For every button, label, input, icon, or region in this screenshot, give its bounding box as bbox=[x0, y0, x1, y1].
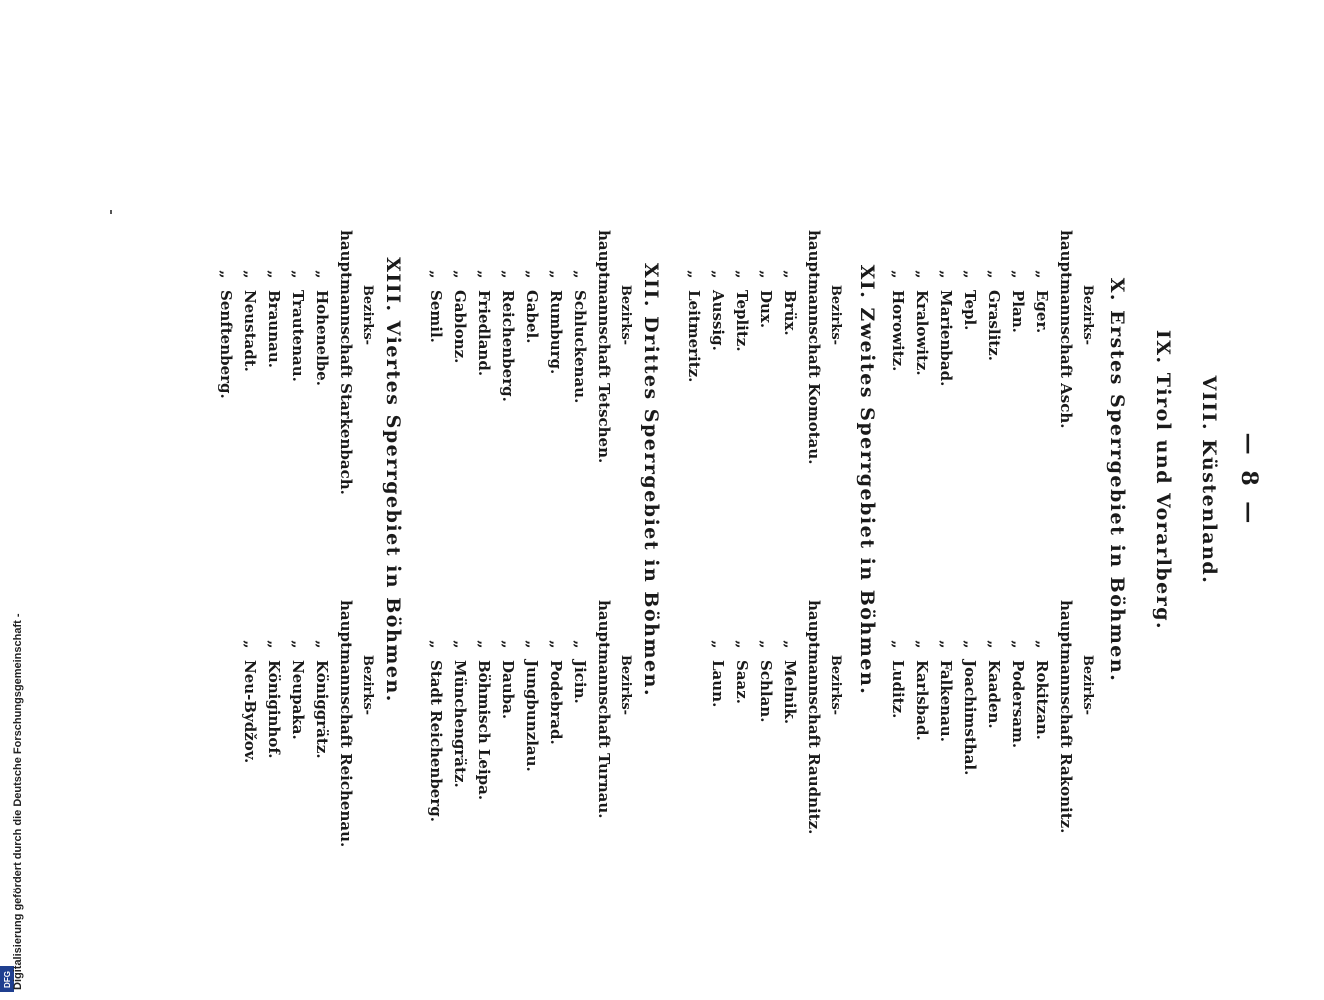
district-row bbox=[520, 230, 544, 590]
ditto-mark: „ bbox=[547, 640, 565, 649]
ditto-mark: „ bbox=[523, 270, 541, 279]
section-xi-left bbox=[682, 230, 844, 590]
district-name: Luditz. bbox=[889, 660, 907, 719]
district-name: Dauba. bbox=[499, 660, 517, 720]
district-name: Melnik. bbox=[781, 660, 799, 725]
district-name: Laun. bbox=[709, 660, 727, 708]
ditto-mark: „ bbox=[1009, 270, 1027, 279]
district-prefix: hauptmannschaft bbox=[337, 230, 355, 378]
ditto-mark: „ bbox=[265, 270, 283, 279]
district-name: Stadt Reichenberg. bbox=[427, 660, 445, 822]
ditto-mark: „ bbox=[427, 640, 445, 649]
ditto-mark: „ bbox=[217, 270, 235, 279]
district-name: Marienbad. bbox=[937, 290, 955, 387]
district-name: Rakonitz. bbox=[1057, 747, 1075, 834]
district-row bbox=[310, 600, 334, 960]
ditto-mark: „ bbox=[961, 640, 979, 649]
district-name: Trautenau. bbox=[289, 290, 307, 382]
district-row bbox=[472, 600, 496, 960]
district-name: Rokitzan. bbox=[1033, 660, 1051, 740]
district-row bbox=[310, 230, 334, 590]
heading-viii: VIII. Küstenland. bbox=[1198, 375, 1220, 585]
district-name: Teplitz. bbox=[733, 290, 751, 352]
ditto-mark: „ bbox=[985, 640, 1003, 649]
district-name: Jicin. bbox=[571, 660, 589, 704]
ditto-mark: „ bbox=[313, 640, 331, 649]
district-row bbox=[1030, 230, 1054, 590]
district-row bbox=[568, 230, 592, 590]
district-name: Semil. bbox=[427, 290, 445, 343]
bezirks-label: Bezirks- bbox=[828, 654, 843, 716]
ditto-mark: „ bbox=[1033, 640, 1051, 649]
district-row bbox=[1006, 600, 1030, 960]
district-name: Rumburg. bbox=[547, 290, 565, 375]
district-row bbox=[286, 230, 310, 590]
district-name: Eger. bbox=[1033, 290, 1051, 334]
district-name: Starkenbach. bbox=[337, 377, 355, 495]
district-name: Friedland. bbox=[475, 290, 493, 377]
ditto-mark: „ bbox=[499, 640, 517, 649]
heading-xi: XI. Zweites Sperrgebiet in Böhmen. bbox=[856, 264, 878, 696]
heading-ix: IX. Tirol und Vorarlberg. bbox=[1152, 329, 1174, 631]
district-row bbox=[754, 600, 778, 960]
section-xii-left bbox=[424, 230, 634, 590]
district-name: Podersam. bbox=[1009, 660, 1027, 749]
district-name: Kralowitz. bbox=[913, 290, 931, 376]
district-name: Asch. bbox=[1057, 377, 1075, 429]
ditto-mark: „ bbox=[937, 640, 955, 649]
district-row bbox=[802, 600, 826, 960]
district-name: Neupaka. bbox=[289, 660, 307, 740]
district-prefix: hauptmannschaft bbox=[595, 600, 613, 748]
district-row bbox=[706, 230, 730, 590]
ditto-mark: „ bbox=[1033, 270, 1051, 279]
district-name: Dux. bbox=[757, 290, 775, 329]
page-number: — 8 — bbox=[1236, 432, 1262, 528]
district-row bbox=[286, 600, 310, 960]
district-name: Komotau. bbox=[805, 377, 823, 465]
digitization-credit: Digitalisierung gefördert durch die Deutsche Forschungsgemeinschaft - bbox=[12, 613, 24, 990]
district-name: Karlsbad. bbox=[913, 660, 931, 741]
district-row bbox=[802, 230, 826, 590]
district-name: Gabel. bbox=[523, 290, 541, 344]
district-name: Hohenelbe. bbox=[313, 290, 331, 387]
bezirks-label: Bezirks- bbox=[1080, 284, 1095, 346]
district-name: Tepl. bbox=[961, 290, 979, 331]
district-name: Raudnitz. bbox=[805, 747, 823, 835]
dfg-logo-text: DFG bbox=[2, 970, 12, 988]
district-row bbox=[730, 230, 754, 590]
ditto-mark: „ bbox=[685, 270, 703, 279]
ditto-mark: „ bbox=[523, 640, 541, 649]
ditto-mark: „ bbox=[451, 640, 469, 649]
district-row bbox=[910, 230, 934, 590]
district-row bbox=[334, 600, 358, 960]
district-row bbox=[238, 600, 262, 960]
bezirks-label: Bezirks- bbox=[618, 284, 633, 346]
ditto-mark: „ bbox=[913, 270, 931, 279]
heading-xiii: XIII. Viertes Sperrgebiet in Böhmen. bbox=[382, 257, 404, 703]
district-row bbox=[472, 230, 496, 590]
section-xi-right bbox=[706, 600, 844, 960]
ditto-mark: „ bbox=[733, 270, 751, 279]
district-row bbox=[910, 600, 934, 960]
district-name: Plan. bbox=[1009, 290, 1027, 333]
ditto-mark: „ bbox=[889, 640, 907, 649]
ditto-mark: „ bbox=[757, 640, 775, 649]
district-name: Horowitz. bbox=[889, 290, 907, 372]
ditto-mark: „ bbox=[241, 270, 259, 279]
district-prefix: hauptmannschaft bbox=[595, 230, 613, 378]
ditto-mark: „ bbox=[475, 270, 493, 279]
district-name: Königgrätz. bbox=[313, 660, 331, 759]
district-row bbox=[682, 230, 706, 590]
district-row bbox=[778, 230, 802, 590]
district-row bbox=[544, 600, 568, 960]
district-name: Turnau. bbox=[595, 747, 613, 819]
district-name: Neustadt. bbox=[241, 290, 259, 372]
district-row bbox=[1030, 600, 1054, 960]
district-row bbox=[424, 230, 448, 590]
district-row bbox=[1054, 230, 1078, 590]
ditto-mark: „ bbox=[937, 270, 955, 279]
heading-xii: XII. Drittes Sperrgebiet in Böhmen. bbox=[640, 262, 662, 698]
district-row bbox=[754, 230, 778, 590]
ditto-mark: „ bbox=[889, 270, 907, 279]
heading-x: X. Erstes Sperrgebiet in Böhmen. bbox=[1106, 277, 1128, 683]
district-row bbox=[706, 600, 730, 960]
district-row bbox=[496, 600, 520, 960]
ditto-mark: „ bbox=[547, 270, 565, 279]
district-name: Joachimsthal. bbox=[961, 660, 979, 776]
section-x-right bbox=[886, 600, 1096, 960]
ditto-mark: „ bbox=[571, 270, 589, 279]
ditto-mark: „ bbox=[781, 270, 799, 279]
ditto-mark: „ bbox=[289, 640, 307, 649]
district-name: Schluckenau. bbox=[571, 290, 589, 404]
bezirks-label: Bezirks- bbox=[360, 284, 375, 346]
district-row bbox=[448, 230, 472, 590]
ditto-mark: „ bbox=[913, 640, 931, 649]
district-row bbox=[982, 230, 1006, 590]
ditto-mark: „ bbox=[757, 270, 775, 279]
district-row bbox=[1054, 600, 1078, 960]
district-prefix: hauptmannschaft bbox=[1057, 600, 1075, 748]
district-row bbox=[730, 600, 754, 960]
section-xiii-right bbox=[238, 600, 376, 960]
ditto-mark: „ bbox=[313, 270, 331, 279]
bezirks-label: Bezirks- bbox=[1080, 654, 1095, 716]
ditto-mark: „ bbox=[451, 270, 469, 279]
district-name: Kaaden. bbox=[985, 660, 1003, 729]
district-row bbox=[958, 230, 982, 590]
district-row bbox=[424, 600, 448, 960]
district-row bbox=[262, 600, 286, 960]
district-prefix: hauptmannschaft bbox=[805, 600, 823, 748]
district-row bbox=[334, 230, 358, 590]
district-row bbox=[544, 230, 568, 590]
ditto-mark: „ bbox=[499, 270, 517, 279]
district-name: Schlan. bbox=[757, 660, 775, 723]
ditto-mark: „ bbox=[985, 270, 1003, 279]
district-name: Tetschen. bbox=[595, 377, 613, 464]
district-row bbox=[934, 600, 958, 960]
district-row bbox=[568, 600, 592, 960]
district-name: Neu-Bydžov. bbox=[241, 660, 259, 764]
section-xiii-left bbox=[214, 230, 376, 590]
district-row bbox=[778, 600, 802, 960]
section-xii-right bbox=[424, 600, 634, 960]
district-name: Braunau. bbox=[265, 290, 283, 368]
district-name: Falkenau. bbox=[937, 660, 955, 742]
district-name: Münchengrätz. bbox=[451, 660, 469, 788]
district-name: Reichenau. bbox=[337, 747, 355, 848]
district-name: Brüx. bbox=[781, 290, 799, 336]
ditto-mark: „ bbox=[709, 270, 727, 279]
district-row bbox=[958, 600, 982, 960]
ditto-mark: „ bbox=[289, 270, 307, 279]
ditto-mark: „ bbox=[1009, 640, 1027, 649]
district-row bbox=[592, 600, 616, 960]
ditto-mark: „ bbox=[427, 270, 445, 279]
ditto-mark: „ bbox=[475, 640, 493, 649]
district-name: Gablonz. bbox=[451, 290, 469, 364]
ditto-mark: „ bbox=[709, 640, 727, 649]
ditto-mark: „ bbox=[571, 640, 589, 649]
district-row bbox=[520, 600, 544, 960]
district-prefix: hauptmannschaft bbox=[337, 600, 355, 748]
district-row bbox=[238, 230, 262, 590]
district-row bbox=[934, 230, 958, 590]
district-prefix: hauptmannschaft bbox=[805, 230, 823, 378]
district-name: Königinhof. bbox=[265, 660, 283, 759]
ditto-mark: „ bbox=[961, 270, 979, 279]
district-name: Graslitz. bbox=[985, 290, 1003, 361]
ditto-mark: „ bbox=[241, 640, 259, 649]
district-name: Aussig. bbox=[709, 290, 727, 351]
district-row bbox=[886, 600, 910, 960]
bezirks-label: Bezirks- bbox=[618, 654, 633, 716]
district-row bbox=[886, 230, 910, 590]
district-row bbox=[448, 600, 472, 960]
district-name: Böhmisch Leipa. bbox=[475, 660, 493, 801]
district-row bbox=[262, 230, 286, 590]
ditto-mark: „ bbox=[265, 640, 283, 649]
district-name: Podebrad. bbox=[547, 660, 565, 745]
district-row bbox=[1006, 230, 1030, 590]
rotated-page-content bbox=[102, 10, 1262, 950]
bezirks-label: Bezirks- bbox=[828, 284, 843, 346]
section-x-left bbox=[886, 230, 1096, 590]
district-name: Saaz. bbox=[733, 660, 751, 705]
ditto-mark: „ bbox=[733, 640, 751, 649]
district-prefix: hauptmannschaft bbox=[1057, 230, 1075, 378]
district-row bbox=[982, 600, 1006, 960]
district-row bbox=[592, 230, 616, 590]
district-name: Leitmeritz. bbox=[685, 290, 703, 383]
district-row bbox=[214, 230, 238, 590]
district-name: Senftenberg. bbox=[217, 290, 235, 399]
district-name: Reichenberg. bbox=[499, 290, 517, 402]
ditto-mark: „ bbox=[781, 640, 799, 649]
bezirks-label: Bezirks- bbox=[360, 654, 375, 716]
district-row bbox=[496, 230, 520, 590]
district-name: Jungbunzlau. bbox=[523, 660, 541, 772]
